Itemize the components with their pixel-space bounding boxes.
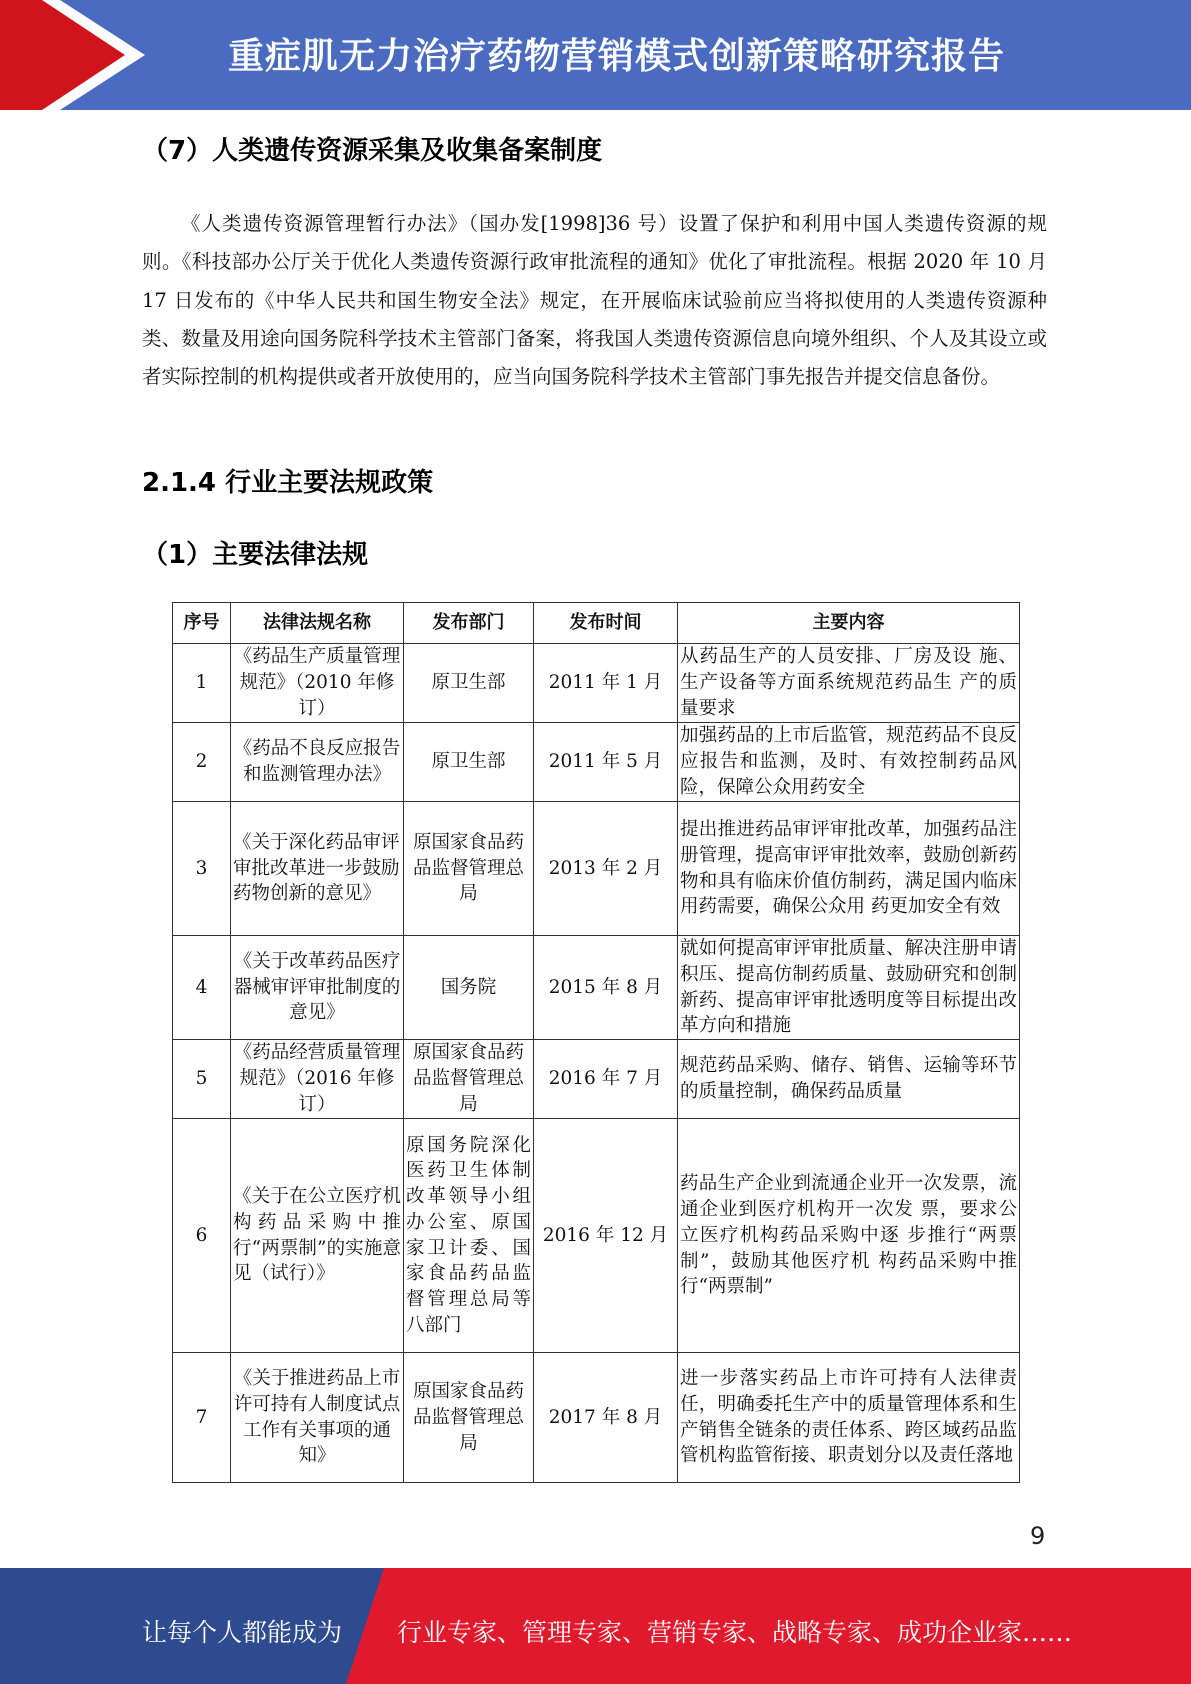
page-header	[0, 0, 1191, 110]
row-name: 《关于在公立医疗机构药品采购中推行“两票制”的实施意见（试行）》	[231, 1119, 404, 1353]
row-dept: 国务院	[404, 936, 534, 1040]
header-dept: 发布部门	[404, 603, 534, 644]
section-7-paragraph: 《人类遗传资源管理暂行办法》（国办发[1998]36 号）设置了保护和利用中国人类遗传资源的规则。《科技部办公厅关于优化人类遗传资源行政审批流程的通知》优化了审批流程。根据 2020 年 10 月 17 日发布的《中华人民共和国生物安全法》规定，在开展临床试验前应当将拟使用的人类遗传资源种类、数量及用途向国务院科学技术主管部门备案，将我国人类遗传资源信息向境外组织、个人及其设立或者实际控制的机构提供或者开放使用的，应当向国务院科学技术主管部门事先报告并提交信息备份。	[142, 212, 1047, 389]
row-no: 2	[173, 723, 231, 802]
section-2-1-4-heading: 2.1.4 行业主要法规政策	[142, 468, 434, 498]
row-content: 加强药品的上市后监管，规范药品不良反应报告和监测，及时、有效控制药品风险，保障公众用药安全	[678, 723, 1020, 802]
row-no: 1	[173, 644, 231, 723]
row-dept: 原国务院深化医药卫生体制改革领导小组办公室、原国家卫计委、国家食品药品监督管理总局等八部门	[404, 1119, 534, 1353]
row-date: 2016 年 12 月	[534, 1119, 678, 1353]
row-name: 《药品生产质量管理规范》（2010 年修订）	[231, 644, 404, 723]
row-content: 提出推进药品审评审批改革，加强药品注册管理，提高审评审批效率，鼓励创新药物和具有临床价值仿制药，满足国内临床用药需要，确保公众用 药更加安全有效	[678, 802, 1020, 936]
row-content: 进一步落实药品上市许可持有人法律责任，明确委托生产中的质量管理体系和生产销售全链条的责任体系、跨区域药品监管机构监管衔接、职责划分以及责任落地	[678, 1353, 1020, 1483]
row-content: 就如何提高审评审批质量、解决注册申请积压、提高仿制药质量、鼓励研究和创制新药、提高审评审批透明度等目标提出改革方向和措施	[678, 936, 1020, 1040]
section-1-heading: （1）主要法律法规	[142, 540, 369, 570]
row-dept: 原卫生部	[404, 644, 534, 723]
footer-slogan-right: 行业专家、管理专家、营销专家、战略专家、成功企业家……	[397, 1618, 1073, 1647]
row-date: 2013 年 2 月	[534, 802, 678, 936]
table-row	[173, 936, 1020, 1040]
row-date: 2011 年 5 月	[534, 723, 678, 802]
report-title: 重症肌无力治疗药物营销模式创新策略研究报告	[228, 36, 1006, 77]
row-dept: 原国家食品药品监督管理总局	[404, 1040, 534, 1119]
table-row	[173, 723, 1020, 802]
section-7-heading: （7）人类遗传资源采集及收集备案制度	[142, 136, 603, 166]
row-content: 药品生产企业到流通企业开一次发票，流通企业到医疗机构开一次发 票，要求公立医疗机构药品采购中逐 步推行“两票制”，鼓励其他医疗机 构药品采购中推行“两票制”	[678, 1119, 1020, 1353]
row-dept: 原国家食品药品监督管理总局	[404, 802, 534, 936]
row-date: 2016 年 7 月	[534, 1040, 678, 1119]
row-no: 3	[173, 802, 231, 936]
row-name: 《关于改革药品医疗器械审评审批制度的意见》	[231, 936, 404, 1040]
table-row	[173, 802, 1020, 936]
row-no: 4	[173, 936, 231, 1040]
table-row	[173, 1040, 1020, 1119]
row-name: 《药品经营质量管理规范》（2016 年修订）	[231, 1040, 404, 1119]
table-header-row	[173, 603, 1020, 644]
page-number: 9	[1030, 1522, 1046, 1550]
row-date: 2011 年 1 月	[534, 644, 678, 723]
row-name: 《关于深化药品审评审批改革进一步鼓励药物创新的意见》	[231, 802, 404, 936]
row-date: 2017 年 8 月	[534, 1353, 678, 1483]
table-row	[173, 644, 1020, 723]
table-row	[173, 1353, 1020, 1483]
row-content: 规范药品采购、储存、销售、运输等环节的质量控制，确保药品质量	[678, 1040, 1020, 1119]
table-row	[173, 1119, 1020, 1353]
header-content: 主要内容	[678, 603, 1020, 644]
row-dept: 原国家食品药品监督管理总局	[404, 1353, 534, 1483]
row-dept: 原卫生部	[404, 723, 534, 802]
row-name: 《药品不良反应报告和监测管理办法》	[231, 723, 404, 802]
row-name: 《关于推进药品上市许可持有人制度试点工作有关事项的通知》	[231, 1353, 404, 1483]
row-no: 7	[173, 1353, 231, 1483]
header-no: 序号	[173, 603, 231, 644]
row-no: 5	[173, 1040, 231, 1119]
footer-slogan-left: 让每个人都能成为	[142, 1618, 343, 1647]
row-date: 2015 年 8 月	[534, 936, 678, 1040]
header-name: 法律法规名称	[231, 603, 404, 644]
row-content: 从药品生产的人员安排、厂房及设 施、生产设备等方面系统规范药品生 产的质量要求	[678, 644, 1020, 723]
header-date: 发布时间	[534, 603, 678, 644]
laws-table	[172, 602, 1020, 1483]
row-no: 6	[173, 1119, 231, 1353]
